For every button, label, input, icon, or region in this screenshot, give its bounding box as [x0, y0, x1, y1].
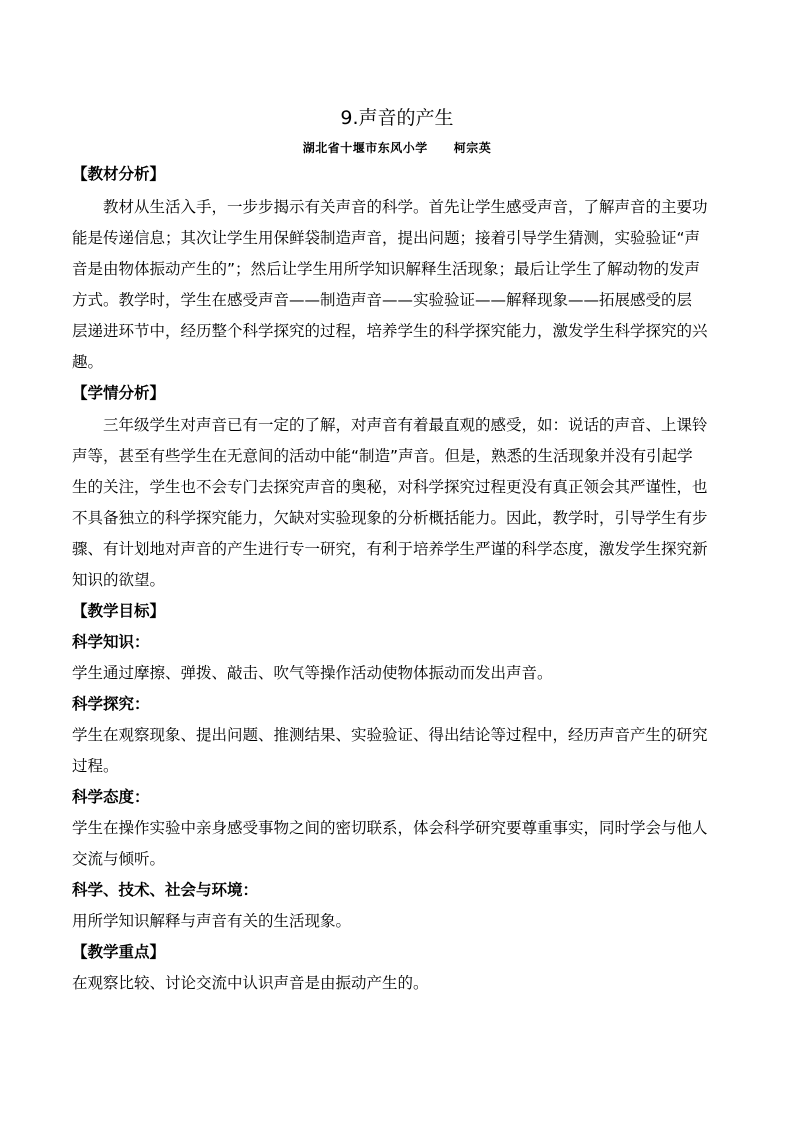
objective-label-attitude: 科学态度： [72, 788, 150, 806]
author-name: 柯宗英 [453, 141, 492, 155]
section-heading-material-analysis: 【教材分析】 [72, 165, 166, 183]
paragraph-line: 骤、有计划地对声音的产生进行专一研究，有利于培养学生严谨的科学态度，激发学生探究新 [72, 540, 708, 558]
objective-label-knowledge: 科学知识： [72, 633, 150, 651]
paragraph-line: 用所学知识解释与声音有关的生活现象。 [72, 912, 352, 930]
author-line [0, 140, 794, 156]
paragraph-line: 学生在观察现象、提出问题、推测结果、实验验证、得出结论等过程中，经历声音产生的研究 [72, 726, 708, 744]
paragraph-line: 学生在操作实验中亲身感受事物之间的密切联系，体会科学研究要尊重事实，同时学会与他人 [72, 819, 708, 837]
paragraph-line: 层递进环节中，经历整个科学探究的过程，培养学生的科学探究能力，激发学生科学探究的兴 [72, 322, 708, 340]
section-heading-key-points: 【教学重点】 [72, 943, 166, 961]
paragraph-line: 交流与倾听。 [72, 850, 166, 868]
paragraph-line: 在观察比较、讨论交流中认识声音是由振动产生的。 [72, 974, 429, 992]
paragraph-line: 方式。教学时，学生在感受声音——制造声音——实验验证——解释现象——拓展感受的层 [72, 291, 693, 309]
paragraph-line: 三年级学生对声音已有一定的了解，对声音有着最直观的感受，如：说话的声音、上课铃 [103, 416, 708, 434]
paragraph-line: 能是传递信息；其次让学生用保鲜袋制造声音，提出问题；接着引导学生猜测，实验验证“声 [72, 229, 701, 247]
paragraph-line: 趣。 [72, 353, 104, 371]
paragraph-line: 音是由物体振动产生的”；然后让学生用所学知识解释生活现象；最后让学生了解动物的发声 [72, 260, 701, 278]
paragraph-line: 声等，甚至有些学生在无意间的活动中能“制造”声音。但是，熟悉的生活现象并没有引起学 [72, 447, 693, 465]
objective-label-inquiry: 科学探究： [72, 695, 150, 713]
objective-label-sts: 科学、技术、社会与环境： [72, 881, 259, 899]
paragraph-line: 学生通过摩擦、弹拨、敲击、吹气等操作活动使物体振动而发出声音。 [72, 664, 553, 682]
paragraph-line: 生的关注，学生也不会专门去探究声音的奥秘，对科学探究过程更没有真正领会其严谨性，也 [72, 478, 708, 496]
author-school: 湖北省十堰市东风小学 [302, 141, 428, 155]
paragraph-line: 过程。 [72, 757, 119, 775]
paragraph-line: 不具备独立的科学探究能力，欠缺对实验现象的分析概括能力。因此，教学时，引导学生有步 [72, 509, 708, 527]
paragraph-line: 知识的欲望。 [72, 571, 166, 589]
paragraph-line: 教材从生活入手，一步步揭示有关声音的科学。首先让学生感受声音，了解声音的主要功 [103, 198, 708, 216]
section-heading-student-analysis: 【学情分析】 [72, 384, 166, 402]
document-title: 9.声音的产生 [340, 107, 454, 129]
section-heading-objectives: 【教学目标】 [72, 602, 166, 620]
